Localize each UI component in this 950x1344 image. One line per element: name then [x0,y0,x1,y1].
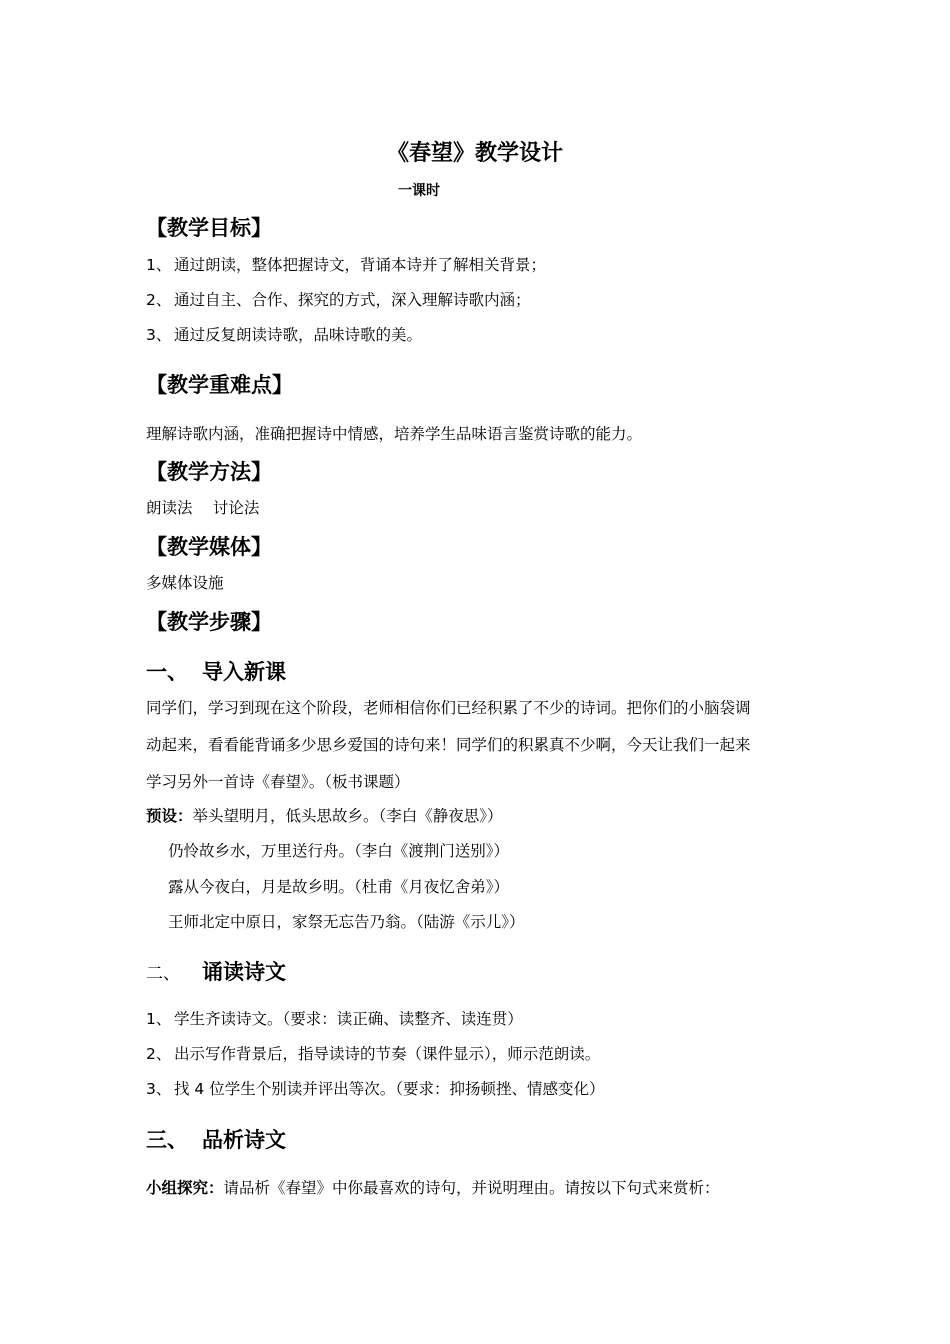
section-title: 品析诗文 [202,1128,286,1152]
section-heading [146,1124,286,1154]
goal-item [146,323,422,345]
group-inquiry-line [146,1176,720,1198]
preset-line: 仍怜故乡水，万里送行舟。（李白《渡荆门送别》） [168,842,510,860]
steps-heading: 【教学步骤】 [146,610,272,634]
preset-line [146,804,503,826]
goal-number: 1、 [146,256,172,274]
group-inquiry-text: 请品析《春望》中你最喜欢的诗句，并说明理由。请按以下句式来赏析： [223,1179,720,1197]
paragraph-line: 同学们，学习到现在这个阶段，老师相信你们已经积累了不少的诗词。把你们的小脑袋调 [146,699,751,717]
keypoints-text: 理解诗歌内涵，准确把握诗中情感，培养学生品味语言鉴赏诗歌的能力。 [146,425,643,443]
preset-line: 露从今夜白，月是故乡明。（杜甫《月夜忆舍弟》） [168,878,510,896]
media-text: 多媒体设施 [146,574,224,592]
document-subtitle: 一课时 [398,183,440,199]
item-number: 1、 [146,1010,172,1028]
paragraph-line: 动起来，看看能背诵多少思乡爱国的诗句来！同学们的积累真不少啊，今天让我们一起来 [146,736,751,754]
goal-text: 通过朗读，整体把握诗文，背诵本诗并了解相关背景； [174,256,547,274]
section-title: 诵读诗文 [202,960,286,984]
preset-line: 王师北定中原日，家祭无忘告乃翁。（陆游《示儿》） [168,913,525,931]
section-number: 二、 [146,964,180,984]
section-number: 一、 [146,660,188,684]
paragraph-line: 学习另外一首诗《春望》。（板书课题） [146,773,410,791]
media-heading: 【教学媒体】 [146,535,272,559]
reading-item [146,1007,523,1029]
item-text: 找 4 位学生个别读并评出等次。（要求：抑扬顿挫、情感变化） [174,1080,605,1098]
section-heading [146,956,286,986]
goal-text: 通过反复朗读诗歌，品味诗歌的美。 [174,326,423,344]
group-inquiry-label: 小组探究： [146,1179,224,1197]
methods-text: 朗读法 讨论法 [146,499,260,517]
preset-label: 预设： [146,807,193,825]
reading-item [146,1042,600,1064]
keypoints-heading: 【教学重难点】 [146,373,293,397]
item-text: 学生齐读诗文。（要求：读正确、读整齐、读连贯） [174,1010,523,1028]
section-number: 三、 [146,1128,188,1152]
preset-text: 举头望明月，低头思故乡。（李白《静夜思》） [192,807,503,825]
item-number: 3、 [146,1080,172,1098]
item-number: 2、 [146,1045,172,1063]
methods-heading: 【教学方法】 [146,460,272,484]
section-title: 导入新课 [202,660,286,684]
section-heading [146,656,286,686]
goals-heading: 【教学目标】 [146,216,272,240]
reading-item [146,1077,604,1099]
goal-text: 通过自主、合作、探究的方式，深入理解诗歌内涵； [174,291,531,309]
item-text: 出示写作背景后，指导读诗的节奏（课件显示），师示范朗读。 [174,1045,601,1063]
goal-item [146,253,546,275]
goal-number: 2、 [146,291,172,309]
document-title: 《春望》教学设计 [386,141,563,166]
goal-number: 3、 [146,326,172,344]
goal-item [146,288,531,310]
